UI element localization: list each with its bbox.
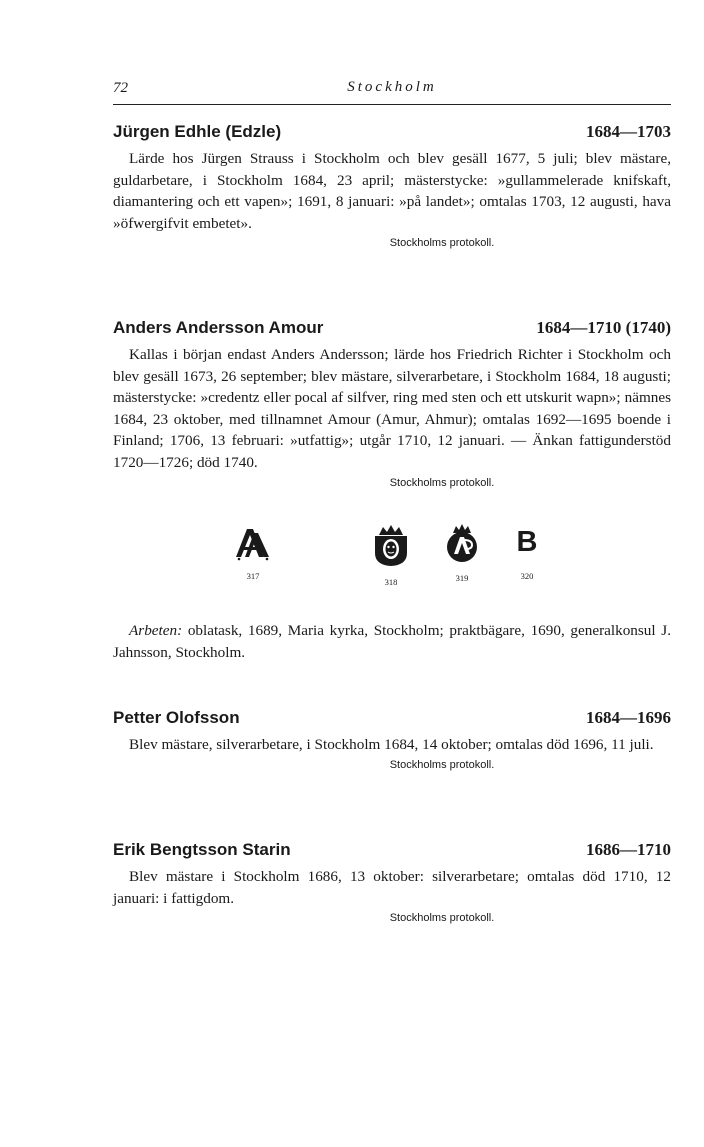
entry-petter-olofsson (113, 708, 671, 771)
entry-source: Stockholms protokoll. (389, 912, 495, 925)
entry-heading (113, 708, 671, 734)
entry-source: Stockholms protokoll. (389, 476, 495, 489)
page (113, 78, 671, 925)
mark-318 (367, 523, 415, 587)
works-paragraph (113, 620, 671, 663)
entry-text: Blev mästare i Stockholm 1686, 13 oktober: silverarbetare; omtalas död 1710, 12 januari: i fattigdom. (113, 868, 671, 907)
entry-text: Blev mästare, silverarbetare, i Stockholm 1684, 14 oktober; omtalas död 1696, 11 juli. (129, 736, 654, 753)
entry-text: Lärde hos Jürgen Strauss i Stockholm och blev gesäll 1677, 5 juli; blev mästare, guldarbetare, i Stockholm 1684, 23 april; mästerstycke: »gullammelerade knifskaft, diamantering och ett vapen»; 1691, 8 januari: »på landet»; omtalas 1703, 12 augusti, hava »öfwergifvit embetet». (113, 150, 671, 232)
mark-319 (438, 523, 486, 583)
running-head (113, 78, 671, 105)
entry-heading (113, 122, 671, 148)
entry-heading (113, 840, 671, 866)
aa-monogram-mark-icon (233, 523, 273, 561)
makers-marks-row (113, 523, 671, 603)
entry-anders-andersson-amour (113, 318, 671, 489)
entry-years: 1686—1710 (586, 840, 671, 859)
entry-jurgen-edhle (113, 122, 671, 249)
entry-years: 1684—1696 (586, 708, 671, 727)
mark-number: 317 (246, 571, 260, 581)
entry-source: Stockholms protokoll. (389, 758, 495, 771)
entry-heading (113, 318, 671, 344)
entry-name: Jürgen Edhle (Edzle) (113, 122, 282, 141)
entry-years: 1684—1703 (586, 122, 671, 141)
entry-years: 1684—1710 (1740) (536, 318, 671, 337)
mark-317 (229, 523, 277, 581)
running-title: Stockholm (347, 79, 437, 95)
entry-name: Petter Olofsson (113, 708, 240, 727)
mark-number: 318 (384, 577, 398, 587)
entry-name: Anders Andersson Amour (113, 318, 324, 337)
entry-erik-bengtsson-starin (113, 840, 671, 924)
crowned-head-mark-icon (371, 523, 411, 567)
mark-320 (503, 523, 551, 581)
crowned-monogram-mark-icon (442, 523, 482, 563)
mark-number: 319 (455, 573, 469, 583)
mark-letter-b: B (516, 526, 538, 558)
works-text: oblatask, 1689, Maria kyrka, Stockholm; praktbägare, 1690, generalkonsul J. Jahnsson, Stockholm. (113, 622, 671, 661)
page-number: 72 (113, 80, 128, 96)
entry-name: Erik Bengtsson Starin (113, 840, 291, 859)
entry-text: Kallas i början endast Anders Andersson; lärde hos Friedrich Richter i Stockholm och blev gesäll 1673, 26 september; blev mästare, silverarbetare, i Stockholm 1684, 18 augusti; mästerstycke: »credentz eller pocal af silfver, ring med sten och ett utskurit wapn»; nämnes 1684, 23 oktober, med tillnamnet Amour (Amur, Ahmur); omtalas 1692—1695 boende i Finland; 1706, 13 februari: »utfattig»; utgår 1710, 12 januari. — Änkan fattigunderstöd 1720—1726; död 1740. (113, 346, 671, 471)
works-label: Arbeten: (129, 622, 183, 639)
mark-number: 320 (520, 571, 534, 581)
entry-source: Stockholms protokoll. (389, 237, 495, 250)
